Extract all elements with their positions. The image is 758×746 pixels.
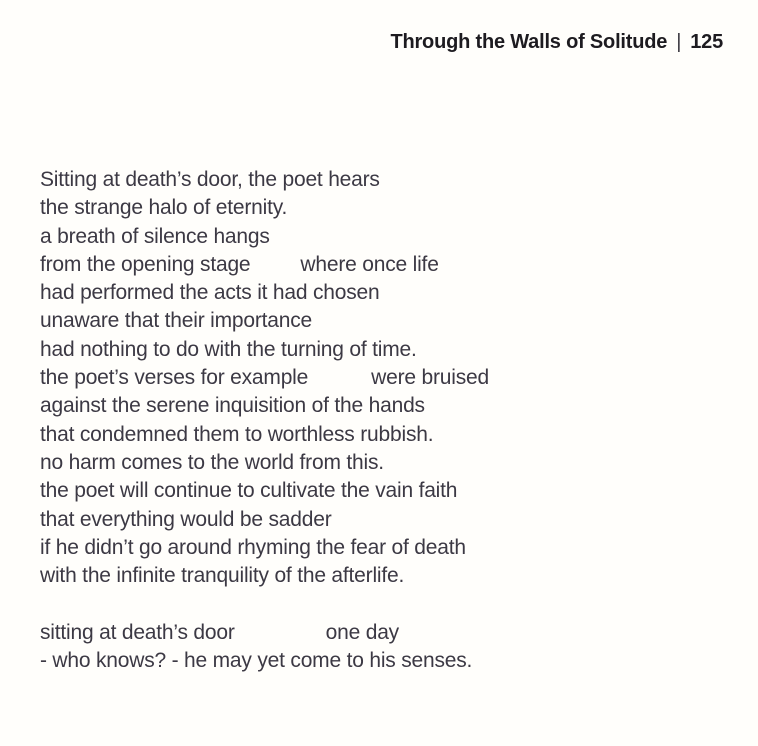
poem-text-segment: the poet’s verses for example (40, 366, 309, 390)
poem (40, 166, 489, 675)
poem-text-segment: sitting at death’s door (40, 620, 235, 644)
header-separator: | (676, 31, 682, 53)
text-gap (250, 270, 300, 271)
poem-text-segment: had nothing to do with the turning of time. (40, 337, 417, 361)
poem-text-segment: where once life (300, 252, 439, 276)
poem-line (40, 336, 489, 364)
poem-stanza (40, 619, 489, 676)
poem-text-segment: Sitting at death’s door, the poet hears (40, 168, 380, 191)
poem-text-segment: that everything would be sadder (40, 507, 332, 531)
poem-text-segment: one day (325, 620, 399, 644)
poem-text-segment: with the infinite tranquility of the afterlife. (40, 564, 405, 588)
poem-line (40, 194, 489, 222)
poem-text-segment: the poet will continue to cultivate the vain faith (40, 479, 458, 503)
poem-text-segment: if he didn’t go around rhyming the fear of death (40, 535, 466, 559)
poem-line (40, 364, 489, 392)
poem-line (40, 251, 489, 279)
poem-text-segment: from the opening stage (40, 252, 251, 276)
poem-line (40, 166, 489, 194)
poem-text-segment: - who knows? - he may yet come to his senses. (40, 649, 473, 673)
poem-line (40, 562, 489, 590)
poem-line (40, 223, 489, 251)
poem-line (40, 477, 489, 505)
poem-text-segment: against the serene inquisition of the hands (40, 394, 425, 418)
running-header (390, 31, 723, 54)
poem-text-segment: a breath of silence hangs (40, 224, 270, 248)
poem-text-segment: that condemned them to worthless rubbish. (40, 422, 434, 446)
poem-line (40, 421, 489, 449)
text-gap (308, 383, 371, 384)
poem-text-segment: the strange halo of eternity. (40, 196, 288, 220)
text-gap (235, 638, 326, 639)
poem-line (40, 449, 489, 477)
poem-line (40, 279, 489, 307)
poem-line (40, 506, 489, 534)
poem-line (40, 392, 489, 420)
poem-text-segment: no harm comes to the world from this. (40, 450, 384, 474)
poem-line (40, 534, 489, 562)
poem-line (40, 307, 489, 335)
chapter-title: Through the Walls of Solitude (390, 31, 668, 53)
poem-stanza (40, 166, 489, 590)
page-number: 125 (690, 31, 723, 53)
poem-line (40, 619, 489, 647)
poem-text-segment: were bruised (371, 366, 489, 390)
poem-line (40, 647, 489, 675)
poem-text-segment: had performed the acts it had chosen (40, 281, 380, 305)
poem-text-segment: unaware that their importance (40, 309, 313, 333)
